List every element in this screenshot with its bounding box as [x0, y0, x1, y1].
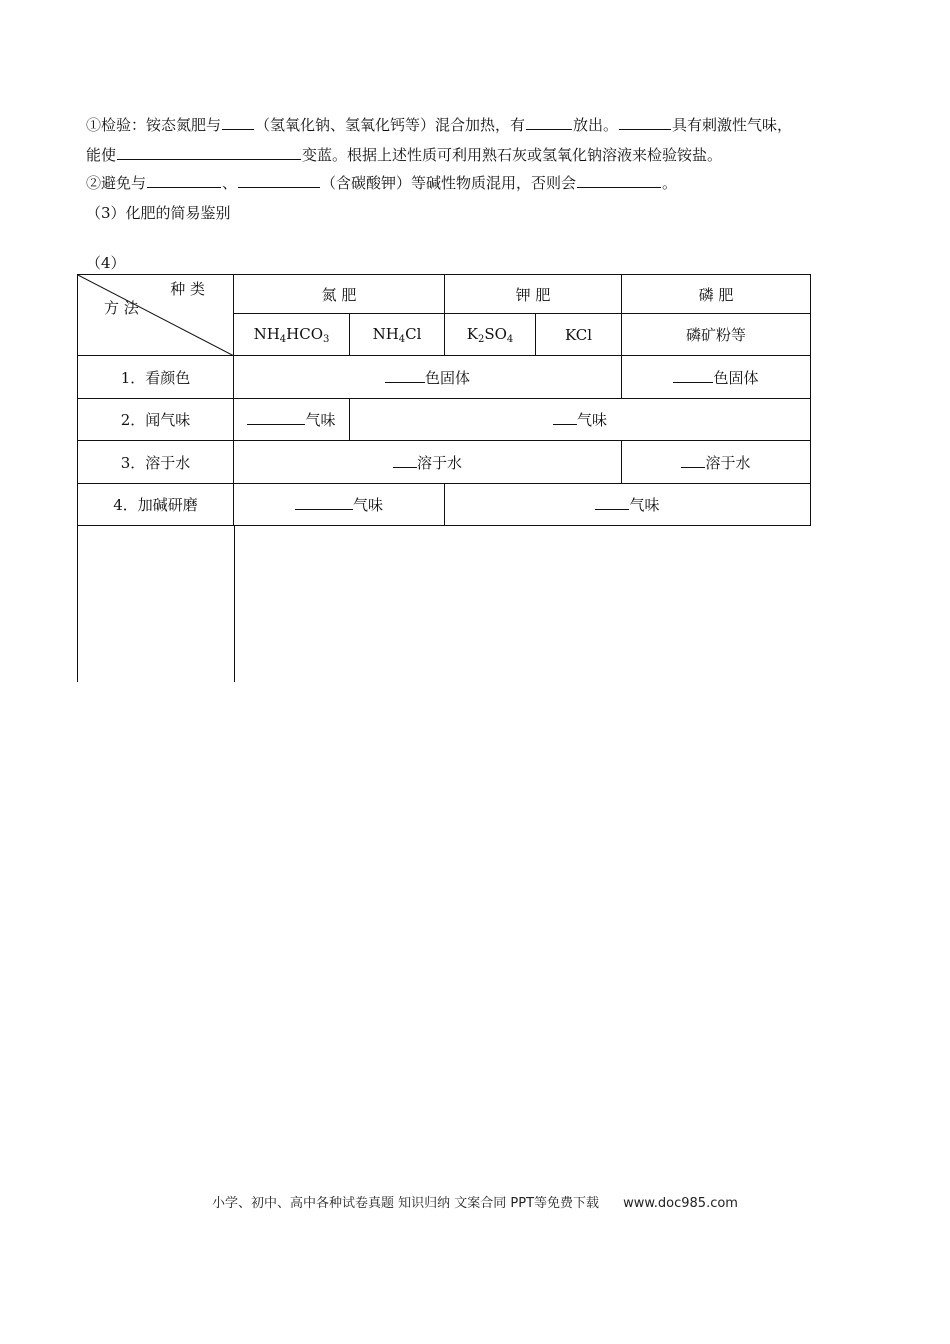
grind-nitrogen-cell: 气味 [234, 484, 445, 526]
paragraph-line-3: ②避免与 、 （含碳酸钾）等碱性物质混用，否则会 。 [86, 174, 678, 192]
header-phosphorus: 磷 肥 [622, 275, 811, 314]
blank-2[interactable] [526, 114, 572, 130]
table-lower-extension [77, 526, 235, 682]
method-smell: 2．闻气味 [78, 399, 234, 441]
paragraph-line-2: 能使 变蓝。根据上述性质可利用熟石灰或氢氧化钠溶液来检验铵盐。 [86, 146, 723, 164]
compound-nh4cl: $NH_4Cl$ [350, 314, 445, 356]
answer-blank[interactable] [393, 453, 417, 468]
diagonal-line [78, 275, 234, 356]
compound-phosphate-rock: 磷矿粉等 [622, 314, 811, 356]
method-look-color: 1．看颜色 [78, 356, 234, 399]
answer-blank[interactable] [385, 368, 425, 383]
corner-method-label: 方 法 [104, 299, 139, 317]
answer-blank[interactable] [247, 410, 305, 425]
answer-blank[interactable] [295, 495, 353, 510]
color-p-cell: 色固体 [622, 356, 811, 399]
answer-blank[interactable] [595, 495, 629, 510]
page-footer [0, 1192, 950, 1211]
compound-kcl: KCl [536, 314, 622, 356]
compound-k2so4: $K_2SO_4$ [445, 314, 536, 356]
header-nitrogen: 氮 肥 [234, 275, 445, 314]
smell-others-cell: 气味 [350, 399, 811, 441]
corner-kind-label: 种 类 [170, 280, 205, 298]
blank-3[interactable] [619, 114, 671, 130]
smell-nh4hco3-cell: 气味 [234, 399, 350, 441]
footer-url[interactable]: www.doc985.com [623, 1196, 738, 1211]
compound-nh4hco3: $NH_4HCO_3$ [234, 314, 350, 356]
header-potassium: 钾 肥 [445, 275, 622, 314]
answer-blank[interactable] [553, 410, 577, 425]
blank-4[interactable] [117, 144, 301, 160]
blank-5[interactable] [147, 172, 221, 188]
blank-1[interactable] [222, 114, 254, 130]
dissolve-p-cell: 溶于水 [622, 441, 811, 484]
paragraph-line-1: ①检验：铵态氮肥与 （氢氧化钠、氢氧化钙等）混合加热，有 放出。 具有刺激性气味， [86, 116, 793, 134]
table-corner-cell [78, 275, 234, 356]
blank-7[interactable] [577, 172, 661, 188]
fertilizer-identification-table [77, 274, 811, 526]
blank-6[interactable] [238, 172, 320, 188]
answer-blank[interactable] [673, 368, 713, 383]
method-dissolve: 3．溶于水 [78, 441, 234, 484]
section-label-4: （4） [86, 254, 126, 272]
dissolve-nk-cell: 溶于水 [234, 441, 622, 484]
grind-kp-cell: 气味 [445, 484, 811, 526]
method-alkali-grind: 4．加碱研磨 [78, 484, 234, 526]
color-nk-cell: 色固体 [234, 356, 622, 399]
section-heading-3: （3）化肥的简易鉴别 [86, 204, 231, 222]
answer-blank[interactable] [681, 453, 705, 468]
footer-text: 小学、初中、高中各种试卷真题 知识归纳 文案合同 PPT等免费下载 [212, 1196, 600, 1211]
